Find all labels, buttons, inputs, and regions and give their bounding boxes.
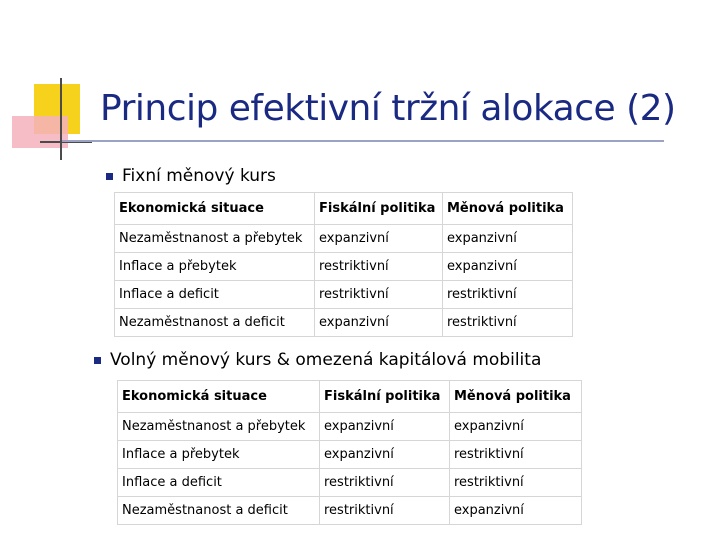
title-divider [62,140,664,142]
table-cell: restriktivní [315,281,443,309]
table-cell: Nezaměstnanost a přebytek [115,225,315,253]
table-floating-rate [117,380,582,525]
table-cell: expanzivní [450,413,582,441]
table-cell: Nezaměstnanost a deficit [118,497,320,525]
table-cell: expanzivní [443,225,573,253]
table-cell: Inflace a deficit [115,281,315,309]
logo-vertical-line [60,78,62,160]
table-cell: expanzivní [450,497,582,525]
slide-title: Princip efektivní tržní alokace (2) [100,88,676,129]
bullet-floating-rate [94,350,541,370]
table-header-row [118,381,582,413]
table-cell: Inflace a přebytek [115,253,315,281]
table-fixed-rate [114,192,573,337]
table-cell: expanzivní [443,253,573,281]
bullet-text: Volný měnový kurs & omezená kapitálová mobilita [110,350,542,370]
bullet-fixed-rate [106,166,276,186]
table-row [115,225,573,253]
table-row [118,497,582,525]
table-cell: Inflace a deficit [118,469,320,497]
table-cell: expanzivní [315,309,443,337]
table-row [118,441,582,469]
column-header: Měnová politika [443,193,573,225]
table-cell: expanzivní [320,441,450,469]
table-cell: expanzivní [320,413,450,441]
bullet-text: Fixní měnový kurs [122,166,276,186]
table-row [115,281,573,309]
bullet-square-icon [106,173,113,180]
table-cell: Nezaměstnanost a deficit [115,309,315,337]
column-header: Fiskální politika [320,381,450,413]
table-cell: restriktivní [443,309,573,337]
table-row [115,309,573,337]
table-cell: restriktivní [320,497,450,525]
column-header: Měnová politika [450,381,582,413]
bullet-square-icon [94,357,101,364]
table-header-row [115,193,573,225]
table-cell: restriktivní [450,441,582,469]
table-cell: restriktivní [450,469,582,497]
table-cell: Nezaměstnanost a přebytek [118,413,320,441]
table-cell: restriktivní [315,253,443,281]
column-header: Ekonomická situace [115,193,315,225]
table-cell: Inflace a přebytek [118,441,320,469]
table-row [118,469,582,497]
table-cell: restriktivní [320,469,450,497]
column-header: Ekonomická situace [118,381,320,413]
column-header: Fiskální politika [315,193,443,225]
table-cell: expanzivní [315,225,443,253]
table-cell: restriktivní [443,281,573,309]
table-row [118,413,582,441]
table-row [115,253,573,281]
